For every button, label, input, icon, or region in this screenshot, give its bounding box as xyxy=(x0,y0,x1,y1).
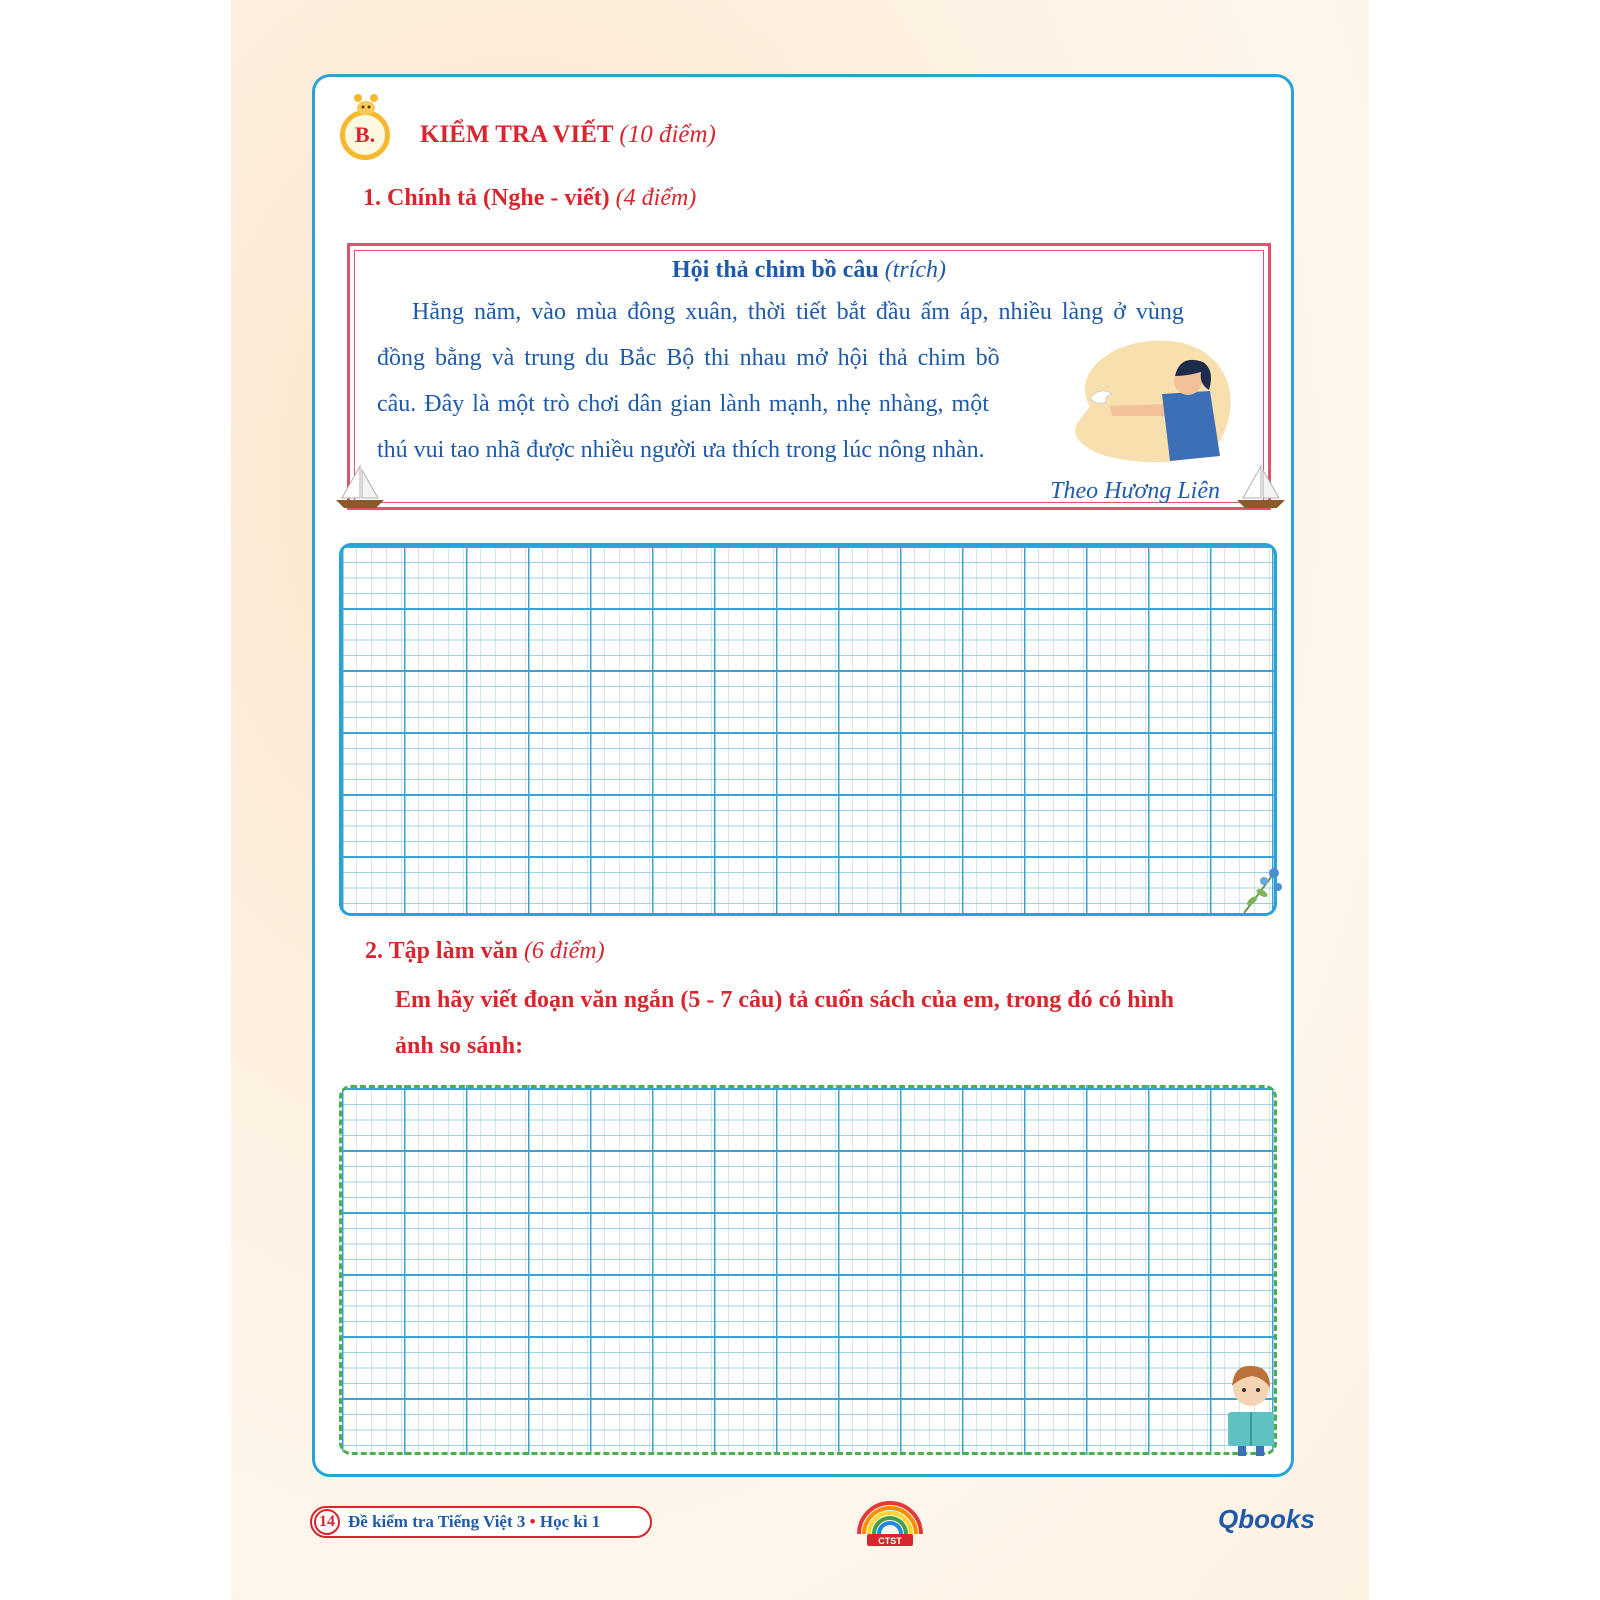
sailboat-right-icon xyxy=(1235,464,1287,510)
section-points: (10 điểm) xyxy=(619,121,716,148)
sailboat-left-icon xyxy=(334,464,386,510)
footer-term: Học kì 1 xyxy=(539,1512,601,1531)
part1-title: 1. Chính tả (Nghe - viết) xyxy=(363,185,610,211)
passage-line-4: thú vui tao nhã được nhiều người ưa thích trong lúc nông nhàn. xyxy=(377,437,985,463)
passage-box xyxy=(347,243,1271,510)
dove-release-illustration xyxy=(1050,336,1235,466)
giraffe-icon xyxy=(353,93,379,115)
flower-decoration-icon xyxy=(1238,865,1284,915)
footer-book-title xyxy=(348,1512,600,1532)
passage-title-text: Hội thả chim bồ câu xyxy=(672,257,879,283)
section-badge xyxy=(340,110,390,160)
part2-points: (6 điểm) xyxy=(523,938,605,964)
passage-title-note: (trích) xyxy=(884,257,946,283)
page-number: 14 xyxy=(314,1509,340,1535)
footer-pill xyxy=(310,1506,652,1538)
passage-author: Theo Hương Liên xyxy=(1050,478,1220,504)
passage-line-2: đồng bằng và trung du Bắc Bộ thi nhau mở hội thả chim bồ xyxy=(377,345,1000,371)
section-badge-label: B. xyxy=(354,122,376,147)
section-title-text: KIỂM TRA VIẾT xyxy=(420,121,614,148)
part2-heading xyxy=(365,938,605,965)
dictation-writing-grid[interactable] xyxy=(339,543,1277,916)
part2-title: 2. Tập làm văn xyxy=(365,938,518,964)
task-line-1: Em hãy viết đoạn văn ngắn (5 - 7 câu) tả cuốn sách của em, trong đó có hình xyxy=(395,987,1174,1013)
passage-title xyxy=(350,257,1268,284)
passage-line-1: Hằng năm, vào mùa đông xuân, thời tiết bắt đầu ấm áp, nhiều làng ở vùng xyxy=(412,299,1184,325)
part1-heading xyxy=(363,185,696,212)
footer-title-text: Đề kiểm tra Tiếng Việt 3 xyxy=(348,1512,526,1531)
essay-writing-grid[interactable] xyxy=(339,1085,1277,1455)
section-title xyxy=(420,121,716,149)
section-header xyxy=(340,110,716,160)
task-line-2: ảnh so sánh: xyxy=(395,1033,524,1059)
reading-girl-illustration xyxy=(1222,1362,1280,1458)
ctst-rainbow-logo xyxy=(853,1494,928,1552)
qbooks-logo-text: Qbooks xyxy=(1218,1504,1315,1534)
passage-line-3: câu. Đây là một trò chơi dân gian lành mạnh, nhẹ nhàng, một xyxy=(377,391,989,417)
qbooks-logo xyxy=(1218,1504,1315,1535)
ctst-logo-text: CTST xyxy=(878,1536,902,1546)
footer-separator: • xyxy=(529,1512,536,1531)
part1-points: (4 điểm) xyxy=(615,185,697,211)
